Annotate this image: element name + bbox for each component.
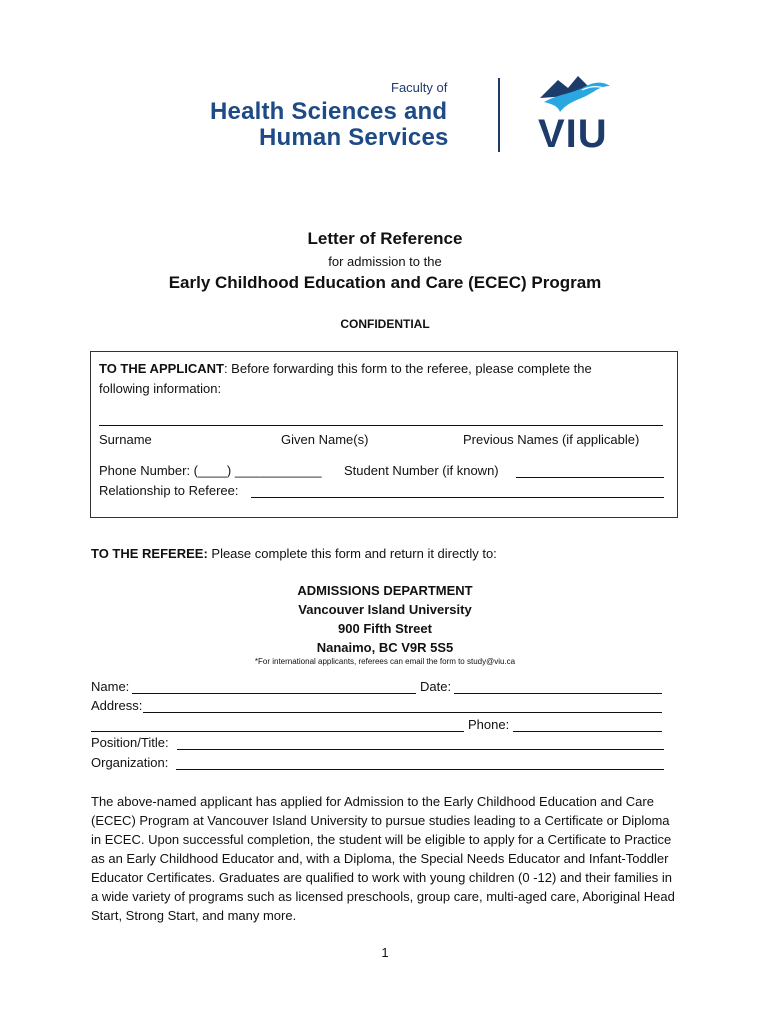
faculty-of-label: Faculty of	[391, 80, 448, 95]
surname-label: Surname	[99, 432, 152, 447]
document-subtitle: for admission to the	[328, 254, 442, 269]
relationship-label: Relationship to Referee:	[99, 483, 239, 498]
international-note: *For international applicants, referees can email the form to study@viu.ca	[254, 657, 516, 666]
given-names-label: Given Name(s)	[281, 432, 369, 447]
program-description: The above-named applicant has applied for Admission to the Early Childhood Education and Care (ECEC) Program at Vancouver Island University to pursue studies leading to a Certificate or Diploma in ECEC. Upon successful completion, the student will be eligible to apply for a Certificate to Practice as an Early Childhood Educator and, with a Diploma, the Special Needs Educator and Infant-Toddler Educator Certificates. Graduates are qualified to work with young children (0 -12) and their families in a wide variety of programs such as licensed preschools, group care, multi-aged care, Aboriginal Head Start, Strong Start, and many more.	[91, 794, 675, 923]
relationship-field[interactable]	[251, 497, 664, 498]
position-label: Position/Title:	[91, 735, 169, 750]
program-title: Early Childhood Education and Care (ECEC) Program	[168, 273, 602, 292]
referee-heading: TO THE REFEREE:	[91, 546, 208, 561]
name-label: Name:	[91, 679, 130, 694]
applicant-instruction-line2: following information:	[99, 381, 222, 396]
address-line1: ADMISSIONS DEPARTMENT	[297, 583, 473, 598]
previous-names-label: Previous Names (if applicable)	[463, 432, 640, 447]
address-line2: Vancouver Island University	[298, 602, 472, 617]
referee-instruction-text: Please complete this form and return it directly to:	[207, 546, 497, 561]
position-field[interactable]	[177, 749, 664, 750]
address-field[interactable]	[143, 712, 662, 713]
confidential-label: CONFIDENTIAL	[340, 317, 430, 331]
address-line3: 900 Fifth Street	[338, 621, 432, 636]
applicant-instruction	[99, 361, 592, 376]
address-line4: Nanaimo, BC V9R 5S5	[316, 640, 454, 655]
faculty-name-line2: Human Services	[259, 124, 449, 151]
organization-label: Organization:	[91, 755, 169, 770]
phone-label: Phone:	[468, 717, 510, 732]
student-number-label: Student Number (if known)	[344, 463, 499, 478]
student-number-field[interactable]	[516, 477, 664, 478]
viu-logo-text: VIU	[538, 112, 608, 156]
applicant-name-line[interactable]	[99, 425, 663, 426]
date-label: Date:	[420, 679, 452, 694]
address-field-line2[interactable]	[91, 731, 464, 732]
header-divider	[498, 78, 500, 152]
page-number: 1	[381, 945, 389, 960]
referee-instruction	[91, 546, 497, 561]
applicant-heading: TO THE APPLICANT	[99, 361, 224, 376]
document-title: Letter of Reference	[307, 229, 463, 248]
address-label: Address:	[91, 698, 143, 713]
phone-number-label: Phone Number: (____) ____________	[99, 463, 322, 478]
faculty-name-line1: Health Sciences and	[210, 98, 448, 125]
applicant-instruction-text: : Before forwarding this form to the referee, please complete the	[223, 361, 592, 376]
organization-field[interactable]	[176, 769, 664, 770]
name-field[interactable]	[132, 693, 416, 694]
phone-field[interactable]	[513, 731, 662, 732]
date-field[interactable]	[454, 693, 662, 694]
